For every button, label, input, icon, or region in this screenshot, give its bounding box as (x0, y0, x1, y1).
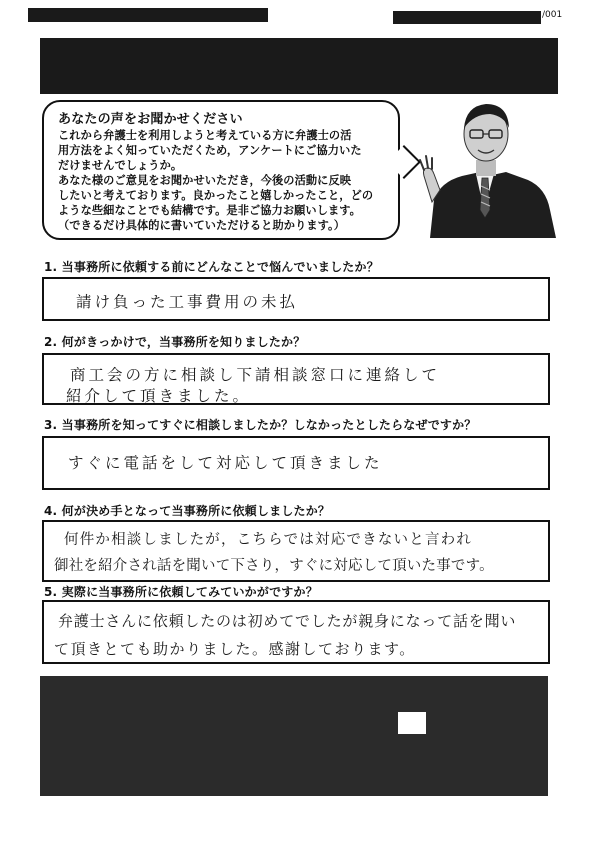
lawyer-photo (410, 90, 558, 238)
redacted-footer-block (40, 676, 548, 796)
page-number: /001 (542, 10, 563, 20)
redacted-header-left (28, 8, 268, 22)
answer-5-line: て頂きとても助かりました。感謝しております。 (54, 640, 416, 658)
intro-body (58, 128, 386, 233)
answer-5-box (42, 600, 550, 664)
answer-3-box (42, 436, 550, 490)
intro-line: ような些細なことでも結構です。是非ご協力お願いします。 (58, 204, 361, 217)
answer-3-line: すぐに電話をして対応して頂きました (68, 454, 383, 472)
redaction-gap (398, 712, 426, 734)
answer-2-box (42, 353, 550, 405)
intro-line: （できるだけ具体的に書いていただけると助かります。） (58, 219, 345, 232)
answer-4-box (42, 520, 550, 582)
question-3-label: 3. 当事務所を知ってすぐに相談しましたか？しなかったとしたらなぜですか？ (44, 418, 477, 432)
question-4-label: 4. 何が決め手となって当事務所に依頼しましたか？ (44, 504, 331, 518)
intro-line: 用方法をよく知っていただくため，アンケートにご協力いた (58, 144, 362, 157)
answer-1-line: 請け負った工事費用の未払 (76, 293, 299, 311)
intro-line: これから弁護士を利用しようと考えている方に弁護士の活 (58, 129, 352, 142)
question-2-label: 2. 何がきっかけで，当事務所を知りましたか？ (44, 335, 306, 349)
intro-speech-bubble (42, 100, 400, 240)
intro-title: あなたの声をお聞かせください (58, 112, 243, 127)
answer-1-box (42, 277, 550, 321)
answer-2-line: 商工会の方に相談し下請相談窓口に連絡して (70, 366, 441, 384)
answer-4-line: 何件か相談しましたが，こちらでは対応できないと言われ (64, 532, 473, 548)
intro-line: したいと考えております。良かったこと嬉しかったこと，どの (58, 189, 374, 202)
intro-line: だけませんでしょうか。 (58, 159, 183, 172)
intro-line: あなた様のご意見をお聞かせいただき，今後の活動に反映 (58, 174, 352, 187)
question-5-label: 5. 実際に当事務所に依頼してみていかがですか？ (44, 585, 318, 599)
redacted-title-banner (40, 38, 558, 94)
answer-2-line: 紹介して頂きました。 (66, 387, 252, 405)
redacted-header-right (393, 11, 541, 24)
question-1-label: 1. 当事務所に依頼する前にどんなことで悩んでいましたか？ (44, 260, 379, 274)
answer-5-line: 弁護士さんに依頼したのは初めてでしたが親身になって話を聞い (58, 612, 517, 630)
answer-4-line: 御社を紹介され話を聞いて下さり，すぐに対応して頂いた事です。 (54, 558, 494, 574)
